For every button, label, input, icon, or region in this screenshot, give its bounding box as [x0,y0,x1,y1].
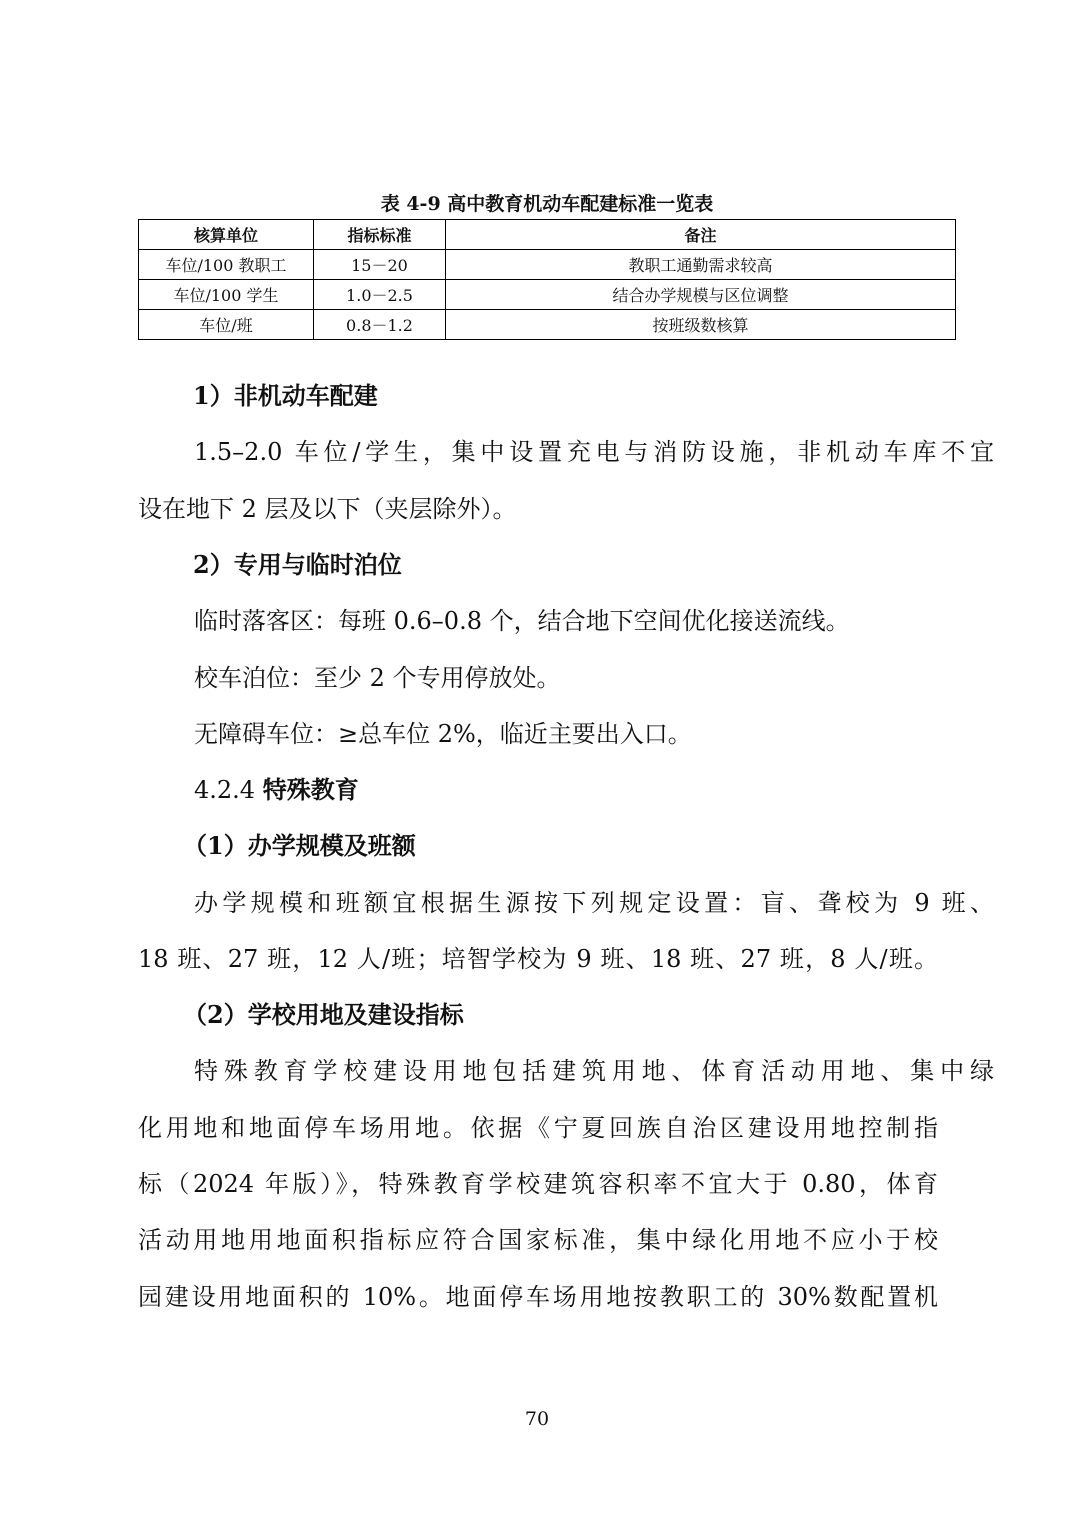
section-number: 4.2.4 [194,776,263,804]
paragraph-line: 校车泊位：至少 2 个专用停放处。 [194,664,561,692]
paragraph-line: 无障碍车位：≥总车位 2%，临近主要出入口。 [194,720,692,748]
heading-land: （2）学校用地及建设指标 [183,1000,464,1029]
paragraph-line: 办学规模和班额宜根据生源按下列规定设置：盲、聋校为 9 班、 [194,889,994,917]
cell-unit: 车位/班 [139,310,314,340]
header-remark: 备注 [446,220,956,250]
heading-special-parking: 2）专用与临时泊位 [193,550,402,579]
cell-unit: 车位/100 教职工 [139,250,314,280]
section-heading [138,773,994,807]
paragraph-line: 化用地和地面停车场用地。依据《宁夏回族自治区建设用地控制指 [138,1114,938,1142]
cell-remark: 教职工通勤需求较高 [446,250,956,280]
header-standard: 指标标准 [314,220,446,250]
table-caption: 表 4-9 高中教育机动车配建标准一览表 [380,193,714,215]
cell-standard: 0.8－1.2 [314,310,446,340]
heading-nonmotor: 1）非机动车配建 [193,381,378,410]
paragraph-line: 活动用地用地面积指标应符合国家标准，集中绿化用地不应小于校 [138,1226,938,1254]
table-row [139,280,956,310]
cell-remark: 按班级数核算 [446,310,956,340]
paragraph-line: 标（2024 年版）》，特殊教育学校建筑容积率不宜大于 0.80，体育 [138,1170,938,1198]
table-header-row [139,220,956,250]
cell-standard: 15－20 [314,250,446,280]
cell-unit: 车位/100 学生 [139,280,314,310]
section-title: 特殊教育 [262,775,359,804]
heading-scale: （1）办学规模及班额 [183,831,416,860]
cell-standard: 1.0－2.5 [314,280,446,310]
parking-standard-table [138,219,956,340]
paragraph-line: 18 班、27 班，12 人/班；培智学校为 9 班、18 班、27 班，8 人/班。 [138,945,938,973]
paragraph-line: 设在地下 2 层及以下（夹层除外）。 [138,495,517,523]
cell-remark: 结合办学规模与区位调整 [446,280,956,310]
paragraph-line: 园建设用地面积的 10%。地面停车场用地按教职工的 30%数配置机 [138,1283,938,1311]
paragraph-line: 临时落客区：每班 0.6–0.8 个，结合地下空间优化接送流线。 [194,607,850,635]
table-row [139,310,956,340]
paragraph-line: 特殊教育学校建设用地包括建筑用地、体育活动用地、集中绿 [194,1057,994,1085]
page-number: 70 [524,1408,550,1430]
header-unit: 核算单位 [139,220,314,250]
paragraph-line: 1.5–2.0 车位/学生，集中设置充电与消防设施，非机动车库不宜 [194,438,994,466]
table-row [139,250,956,280]
